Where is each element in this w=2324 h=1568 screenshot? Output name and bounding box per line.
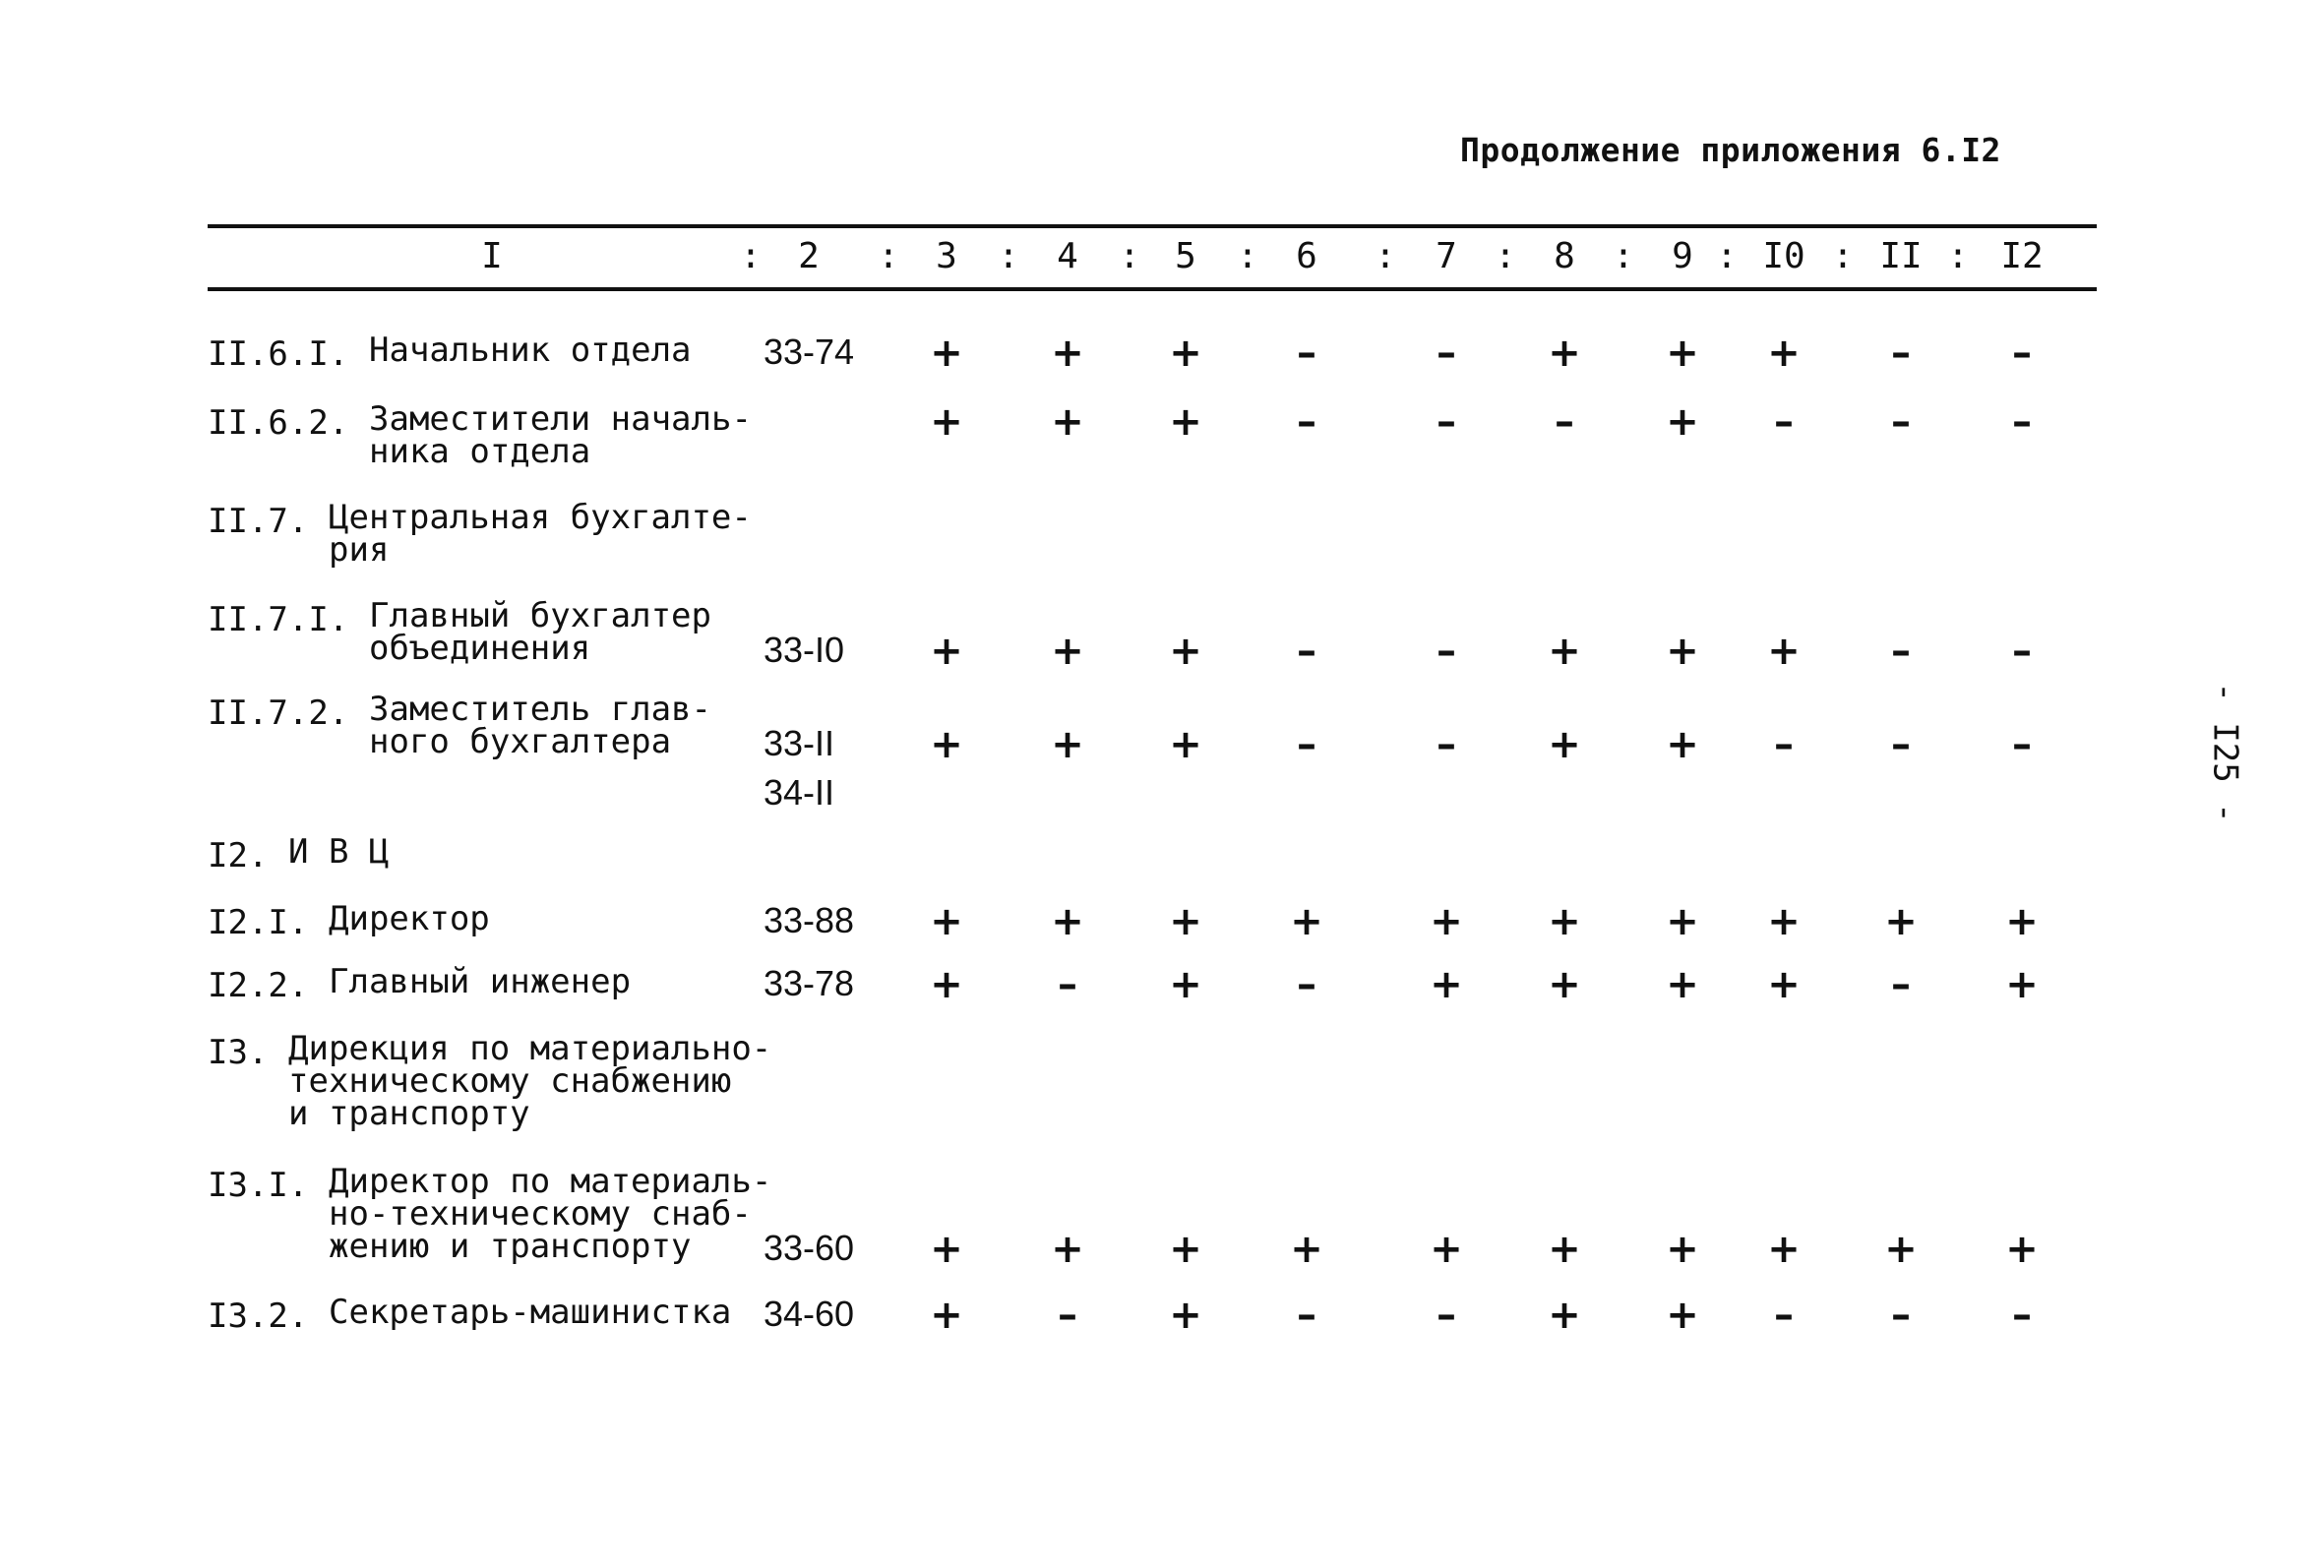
row-description: Заместитель глав- xyxy=(369,690,711,729)
mark-plus: + xyxy=(1666,331,1699,376)
mark-minus: – xyxy=(1297,331,1316,376)
row-number: I2. xyxy=(208,836,269,875)
mark-plus: + xyxy=(1666,1293,1699,1338)
row-description: и транспорту xyxy=(288,1094,530,1133)
mark-minus: – xyxy=(2012,1293,2032,1338)
mark-plus: + xyxy=(1548,899,1581,944)
row-number: II.7. xyxy=(208,502,309,541)
row-code: 33-60 xyxy=(764,1228,855,1268)
row-code: 33-78 xyxy=(764,963,855,1003)
mark-minus: – xyxy=(1891,629,1911,674)
column-separator: : xyxy=(1237,236,1258,276)
mark-minus: – xyxy=(2012,399,2032,445)
mark-minus: – xyxy=(1058,1293,1077,1338)
row-number: I3. xyxy=(208,1033,269,1072)
page-number: - I25 - xyxy=(2205,682,2245,823)
row-number: I2.I. xyxy=(208,903,309,942)
row-description: ного бухгалтера xyxy=(369,722,672,761)
column-header-3: 3 xyxy=(936,236,957,276)
mark-plus: + xyxy=(1430,962,1463,1007)
mark-plus: + xyxy=(1884,899,1918,944)
row-code: 33-II xyxy=(764,723,835,763)
row-code: 34-II xyxy=(764,772,835,813)
column-header-1: I xyxy=(481,236,503,276)
row-number: II.6.I. xyxy=(208,334,349,374)
mark-minus: – xyxy=(1891,399,1911,445)
mark-plus: + xyxy=(1051,722,1084,767)
mark-plus: + xyxy=(1290,899,1323,944)
row-number: II.7.I. xyxy=(208,600,349,639)
header-bottom-rule xyxy=(208,287,2097,291)
mark-plus: + xyxy=(1548,1227,1581,1272)
row-code: 33-I0 xyxy=(764,630,845,670)
mark-minus: – xyxy=(1437,722,1456,767)
mark-plus: + xyxy=(1169,331,1202,376)
row-description: Дирекция по материально- xyxy=(288,1029,772,1068)
column-header-12: I2 xyxy=(2000,236,2044,276)
mark-minus: – xyxy=(1774,1293,1794,1338)
mark-plus: + xyxy=(1169,1227,1202,1272)
mark-minus: – xyxy=(2012,629,2032,674)
mark-plus: + xyxy=(1767,962,1801,1007)
row-description: ника отдела xyxy=(369,432,591,471)
row-description: Заместители началь- xyxy=(369,399,752,439)
column-header-5: 5 xyxy=(1175,236,1196,276)
mark-plus: + xyxy=(930,962,963,1007)
mark-plus: + xyxy=(1169,899,1202,944)
column-header-2: 2 xyxy=(798,236,820,276)
row-code: 33-74 xyxy=(764,332,855,372)
mark-minus: – xyxy=(2012,722,2032,767)
mark-minus: – xyxy=(1297,722,1316,767)
mark-plus: + xyxy=(1169,722,1202,767)
column-header-7: 7 xyxy=(1436,236,1457,276)
mark-plus: + xyxy=(1666,629,1699,674)
row-description: Директор xyxy=(329,899,490,938)
mark-plus: + xyxy=(1666,1227,1699,1272)
mark-plus: + xyxy=(930,1293,963,1338)
mark-plus: + xyxy=(1290,1227,1323,1272)
mark-plus: + xyxy=(1666,722,1699,767)
row-description: Главный бухгалтер xyxy=(369,596,711,635)
row-number: I3.I. xyxy=(208,1166,309,1205)
mark-minus: – xyxy=(1437,331,1456,376)
mark-plus: + xyxy=(1767,331,1801,376)
row-number: I3.2. xyxy=(208,1297,309,1336)
mark-plus: + xyxy=(1767,1227,1801,1272)
mark-plus: + xyxy=(1666,962,1699,1007)
row-description: Секретарь-машинистка xyxy=(329,1293,732,1332)
mark-plus: + xyxy=(1548,331,1581,376)
mark-plus: + xyxy=(1666,399,1699,445)
column-header-11: II xyxy=(1879,236,1923,276)
column-separator: : xyxy=(1716,236,1738,276)
mark-plus: + xyxy=(1767,899,1801,944)
row-description: рия xyxy=(329,530,390,570)
mark-minus: – xyxy=(1774,399,1794,445)
mark-plus: + xyxy=(930,331,963,376)
column-separator: : xyxy=(1375,236,1396,276)
mark-minus: – xyxy=(1891,722,1911,767)
mark-plus: + xyxy=(2005,899,2039,944)
mark-plus: + xyxy=(1169,399,1202,445)
column-header-6: 6 xyxy=(1296,236,1317,276)
row-code: 33-88 xyxy=(764,900,855,940)
mark-plus: + xyxy=(1051,399,1084,445)
mark-plus: + xyxy=(930,899,963,944)
row-description: жению и транспорту xyxy=(329,1227,692,1266)
mark-plus: + xyxy=(1051,629,1084,674)
column-separator: : xyxy=(1119,236,1140,276)
column-separator: : xyxy=(878,236,899,276)
column-separator: : xyxy=(740,236,762,276)
row-number: II.6.2. xyxy=(208,403,349,443)
mark-plus: + xyxy=(930,1227,963,1272)
mark-plus: + xyxy=(1666,899,1699,944)
column-separator: : xyxy=(998,236,1019,276)
row-description: техническому снабжению xyxy=(288,1061,732,1101)
row-description: И В Ц xyxy=(288,832,390,872)
column-separator: : xyxy=(1832,236,1854,276)
mark-plus: + xyxy=(1548,962,1581,1007)
row-description: Директор по материаль- xyxy=(329,1162,772,1201)
mark-plus: + xyxy=(1548,722,1581,767)
mark-plus: + xyxy=(1169,962,1202,1007)
mark-minus: – xyxy=(1058,962,1077,1007)
mark-minus: – xyxy=(1891,962,1911,1007)
mark-minus: – xyxy=(1774,722,1794,767)
column-header-4: 4 xyxy=(1057,236,1078,276)
mark-plus: + xyxy=(1548,629,1581,674)
column-separator: : xyxy=(1613,236,1634,276)
column-header-10: I0 xyxy=(1762,236,1805,276)
mark-plus: + xyxy=(930,722,963,767)
mark-minus: – xyxy=(1891,1293,1911,1338)
mark-plus: + xyxy=(1548,1293,1581,1338)
mark-minus: – xyxy=(1297,962,1316,1007)
mark-minus: – xyxy=(1297,1293,1316,1338)
mark-minus: – xyxy=(1555,399,1574,445)
mark-minus: – xyxy=(1437,629,1456,674)
mark-minus: – xyxy=(1891,331,1911,376)
row-code: 34-60 xyxy=(764,1294,855,1334)
mark-minus: – xyxy=(1437,1293,1456,1338)
mark-plus: + xyxy=(930,629,963,674)
row-description: но-техническому снаб- xyxy=(329,1194,752,1234)
column-header-8: 8 xyxy=(1554,236,1575,276)
mark-minus: – xyxy=(1437,399,1456,445)
mark-plus: + xyxy=(1169,1293,1202,1338)
mark-plus: + xyxy=(2005,962,2039,1007)
row-number: I2.2. xyxy=(208,966,309,1005)
column-header-9: 9 xyxy=(1672,236,1693,276)
row-description: объединения xyxy=(369,629,591,668)
mark-plus: + xyxy=(1051,899,1084,944)
row-number: II.7.2. xyxy=(208,694,349,733)
mark-plus: + xyxy=(1051,331,1084,376)
header-top-rule xyxy=(208,224,2097,228)
mark-plus: + xyxy=(930,399,963,445)
mark-plus: + xyxy=(1169,629,1202,674)
mark-plus: + xyxy=(1051,1227,1084,1272)
row-description: Центральная бухгалте- xyxy=(329,498,752,537)
mark-plus: + xyxy=(1430,899,1463,944)
mark-minus: – xyxy=(1297,629,1316,674)
mark-plus: + xyxy=(1767,629,1801,674)
column-separator: : xyxy=(1495,236,1516,276)
mark-minus: – xyxy=(1297,399,1316,445)
row-description: Главный инженер xyxy=(329,962,632,1001)
mark-minus: – xyxy=(2012,331,2032,376)
mark-plus: + xyxy=(2005,1227,2039,1272)
column-separator: : xyxy=(1947,236,1969,276)
mark-plus: + xyxy=(1884,1227,1918,1272)
page-heading: Продолжение приложения 6.I2 xyxy=(1460,131,2001,169)
row-description: Начальник отдела xyxy=(369,331,692,370)
mark-plus: + xyxy=(1430,1227,1463,1272)
